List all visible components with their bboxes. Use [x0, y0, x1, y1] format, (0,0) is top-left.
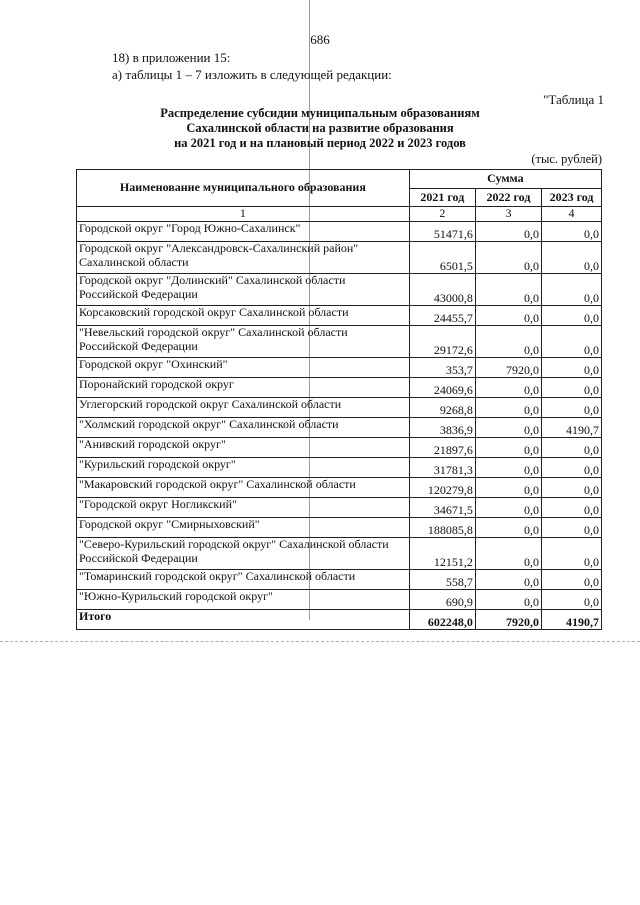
value-2022: 0,0 — [475, 274, 541, 306]
municipality-name: "Холмский городской округ" Сахалинской области — [77, 418, 410, 438]
value-2023: 0,0 — [542, 398, 602, 418]
table-row — [77, 498, 602, 518]
value-2023: 0,0 — [542, 306, 602, 326]
municipality-name: "Курильский городской округ" — [77, 458, 410, 478]
municipality-name: "Северо-Курильский городской округ" Сахалинской области Российской Федерации — [77, 538, 410, 570]
municipality-name: "Макаровский городской округ" Сахалинской области — [77, 478, 410, 498]
value-2021: 6501,5 — [409, 242, 475, 274]
value-2022: 0,0 — [475, 590, 541, 610]
table-row — [77, 418, 602, 438]
municipality-name: Поронайский городской округ — [77, 378, 410, 398]
municipality-name: Городской округ "Александровск-Сахалинский район" Сахалинской области — [77, 242, 410, 274]
value-2021: 43000,8 — [409, 274, 475, 306]
value-2021: 12151,2 — [409, 538, 475, 570]
value-2021: 558,7 — [409, 570, 475, 590]
value-2021: 120279,8 — [409, 478, 475, 498]
value-2021: 51471,6 — [409, 222, 475, 242]
value-2023: 4190,7 — [542, 418, 602, 438]
municipality-name: Углегорский городской округ Сахалинской области — [77, 398, 410, 418]
value-2023: 0,0 — [542, 478, 602, 498]
value-2021: 353,7 — [409, 358, 475, 378]
table-row — [77, 590, 602, 610]
value-2022: 0,0 — [475, 398, 541, 418]
value-2023: 0,0 — [542, 570, 602, 590]
value-2021: 21897,6 — [409, 438, 475, 458]
table-row — [77, 274, 602, 306]
col-number: 2 — [409, 207, 475, 222]
value-2023: 0,0 — [542, 538, 602, 570]
document-title — [0, 106, 640, 151]
value-2022: 0,0 — [475, 518, 541, 538]
value-2023: 0,0 — [542, 590, 602, 610]
value-2021: 188085,8 — [409, 518, 475, 538]
total-2021: 602248,0 — [409, 610, 475, 630]
value-2022: 0,0 — [475, 222, 541, 242]
col-number: 3 — [475, 207, 541, 222]
value-2022: 0,0 — [475, 538, 541, 570]
title-line-1: Распределение субсидии муниципальным образованиям — [160, 106, 480, 120]
municipality-name: "Томаринский городской округ" Сахалинской области — [77, 570, 410, 590]
table-row — [77, 538, 602, 570]
value-2023: 0,0 — [542, 518, 602, 538]
table-row — [77, 570, 602, 590]
page-number: 686 — [310, 32, 330, 47]
total-2023: 4190,7 — [542, 610, 602, 630]
value-2023: 0,0 — [542, 438, 602, 458]
value-2022: 0,0 — [475, 458, 541, 478]
value-2022: 0,0 — [475, 378, 541, 398]
value-2022: 0,0 — [475, 418, 541, 438]
value-2021: 31781,3 — [409, 458, 475, 478]
value-2023: 0,0 — [542, 498, 602, 518]
municipality-name: Корсаковский городской округ Сахалинской области — [77, 306, 410, 326]
header-name: Наименование муниципального образования — [77, 170, 410, 207]
table-row — [77, 438, 602, 458]
value-2023: 0,0 — [542, 242, 602, 274]
table-row — [77, 326, 602, 358]
scan-separator-line — [0, 641, 640, 642]
municipality-name: Городской округ "Смирныховский" — [77, 518, 410, 538]
value-2021: 690,9 — [409, 590, 475, 610]
value-2023: 0,0 — [542, 358, 602, 378]
value-2023: 0,0 — [542, 274, 602, 306]
header-year-2022: 2022 год — [475, 188, 541, 207]
value-2022: 0,0 — [475, 570, 541, 590]
value-2021: 3836,9 — [409, 418, 475, 438]
municipality-name: "Анивский городской округ" — [77, 438, 410, 458]
header-year-2023: 2023 год — [542, 188, 602, 207]
value-2021: 9268,8 — [409, 398, 475, 418]
intro-line-2: а) таблицы 1 – 7 изложить в следующей редакции: — [112, 67, 392, 82]
col-number: 4 — [542, 207, 602, 222]
title-line-2: Сахалинской области на развитие образования — [186, 121, 454, 135]
municipality-name: Городской округ "Долинский" Сахалинской области Российской Федерации — [77, 274, 410, 306]
table-row — [77, 222, 602, 242]
value-2022: 0,0 — [475, 306, 541, 326]
value-2023: 0,0 — [542, 378, 602, 398]
total-label: Итого — [77, 610, 410, 630]
table-row — [77, 358, 602, 378]
value-2022: 0,0 — [475, 478, 541, 498]
value-2021: 24455,7 — [409, 306, 475, 326]
municipality-name: Городской округ "Город Южно-Сахалинск" — [77, 222, 410, 242]
total-row — [77, 610, 602, 630]
value-2022: 0,0 — [475, 326, 541, 358]
intro-line-1: 18) в приложении 15: — [112, 50, 231, 65]
value-2023: 0,0 — [542, 222, 602, 242]
municipality-name: Городской округ "Охинский" — [77, 358, 410, 378]
table-row — [77, 378, 602, 398]
table-label: "Таблица 1 — [543, 92, 604, 107]
value-2021: 34671,5 — [409, 498, 475, 518]
table-row — [77, 518, 602, 538]
municipality-name: "Городской округ Ногликский" — [77, 498, 410, 518]
value-2021: 29172,6 — [409, 326, 475, 358]
value-2022: 7920,0 — [475, 358, 541, 378]
municipality-name: "Южно-Курильский городской округ" — [77, 590, 410, 610]
table-row — [77, 478, 602, 498]
title-line-3: на 2021 год и на плановый период 2022 и 2023 годов — [174, 136, 466, 150]
table-row — [77, 398, 602, 418]
table-row — [77, 306, 602, 326]
header-sum: Сумма — [409, 170, 601, 189]
table-row — [77, 458, 602, 478]
value-2022: 0,0 — [475, 242, 541, 274]
value-2023: 0,0 — [542, 326, 602, 358]
value-2022: 0,0 — [475, 498, 541, 518]
municipality-name: "Невельский городской округ" Сахалинской области Российской Федерации — [77, 326, 410, 358]
value-2023: 0,0 — [542, 458, 602, 478]
col-number: 1 — [77, 207, 410, 222]
value-2022: 0,0 — [475, 438, 541, 458]
units-label: (тыс. рублей) — [531, 152, 602, 166]
table-row — [77, 242, 602, 274]
value-2021: 24069,6 — [409, 378, 475, 398]
total-2022: 7920,0 — [475, 610, 541, 630]
header-year-2021: 2021 год — [409, 188, 475, 207]
subsidy-table — [76, 169, 602, 630]
